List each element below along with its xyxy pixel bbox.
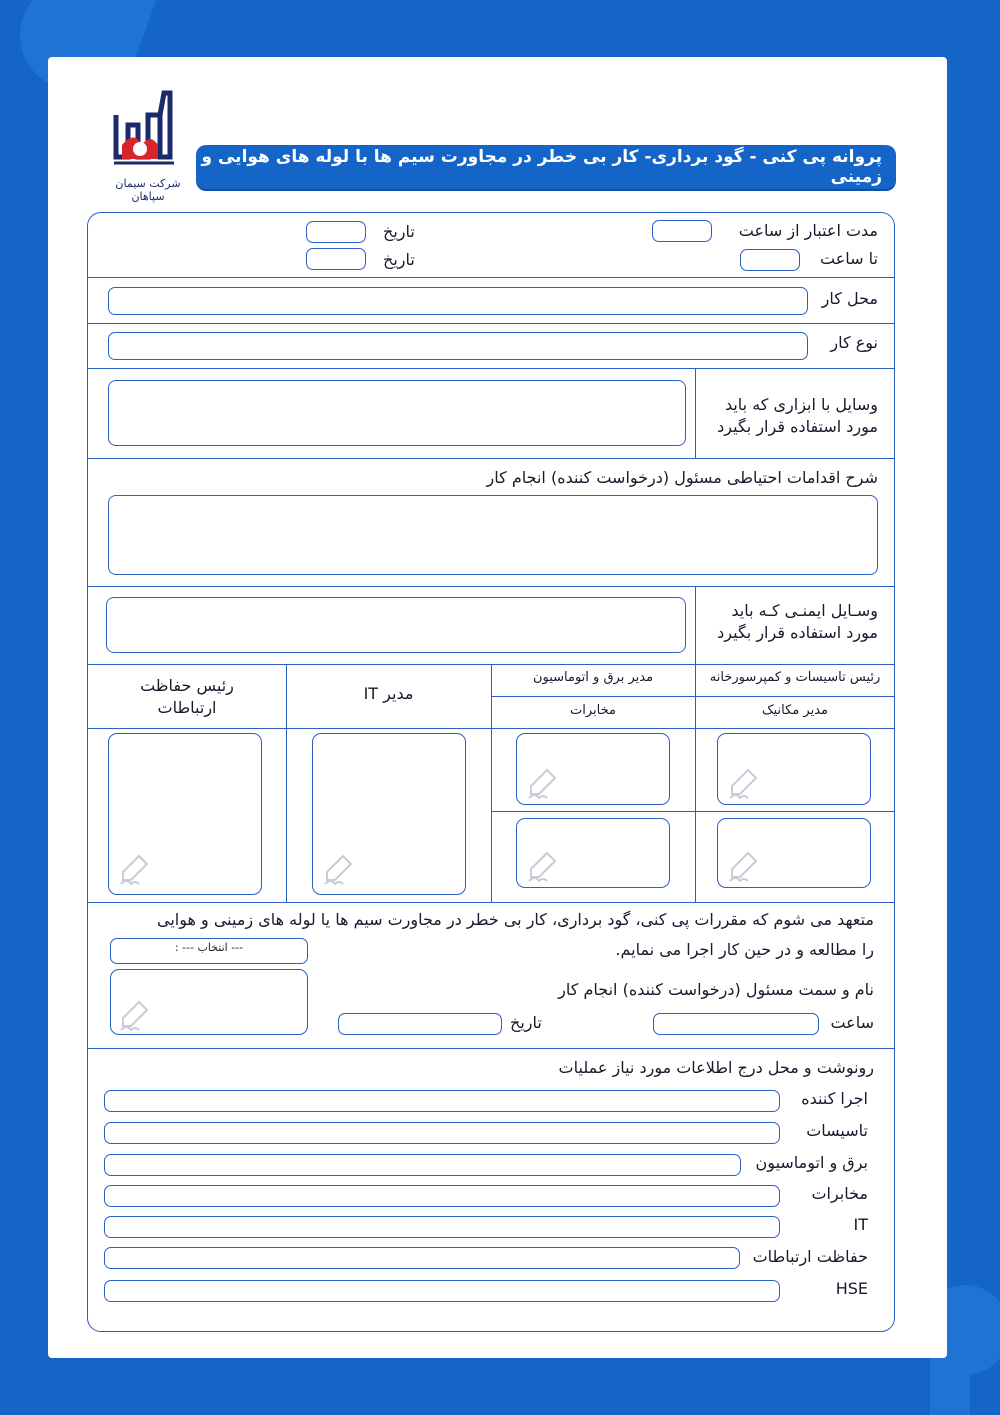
signatory-col2-title: مدیر برق و اتوماسیون (532, 670, 654, 685)
signature-pen-icon (117, 850, 155, 886)
responsible-signature-box[interactable] (110, 969, 308, 1035)
validity-to-time-field[interactable] (740, 249, 800, 271)
commitment-time-label: ساعت (830, 1013, 874, 1032)
responsible-name-label: نام و سمت مسئول (درخواست کننده) انجام کار (558, 980, 874, 999)
validity-to-label: تا ساعت (820, 249, 878, 268)
company-logo (108, 85, 188, 203)
tools-label-line1: وسایل با ابزاری که باید (724, 395, 878, 414)
commitment-date-label: تاریخ (510, 1013, 542, 1032)
signatory-col4-title-line1: رئیس حفاظت (140, 676, 234, 695)
signature-box-communications[interactable] (108, 733, 262, 895)
copy-label-hse: HSE (835, 1279, 868, 1298)
signature-pen-icon (525, 764, 563, 800)
precautions-label: شرح اقدامات احتیاطی مسئول (درخواست کننده) انجام کار (486, 468, 878, 487)
work-location-field[interactable] (108, 287, 808, 315)
signatory-col3-title: مدیر IT (363, 684, 414, 703)
signature-pen-icon (321, 850, 359, 886)
validity-date-label-2: تاریخ (383, 250, 415, 269)
copy-field-it[interactable] (104, 1216, 780, 1238)
safety-field[interactable] (106, 597, 686, 653)
signatory-col1-title: رئیس تاسیسات و کمپرسورخانه (709, 670, 881, 685)
divider (88, 1048, 894, 1049)
safety-label-line2: مورد استفاده قرار بگیرد (717, 623, 878, 642)
divider (88, 323, 894, 324)
validity-date-label-1: تاریخ (383, 222, 415, 241)
copy-label-telecom: مخابرات (811, 1184, 868, 1203)
validity-from-label: مدت اعتبار از ساعت (738, 221, 878, 240)
signature-box-electrical-bottom[interactable] (516, 818, 670, 888)
validity-to-date-field[interactable] (306, 248, 366, 270)
commitment-line2: را مطالعه و در حین کار اجرا می نمایم. (615, 940, 874, 959)
divider (491, 696, 894, 697)
copy-field-facilities[interactable] (104, 1122, 780, 1144)
signatory-col1-subtitle: مدیر مکانیک (762, 703, 828, 718)
commitment-time-field[interactable] (653, 1013, 819, 1035)
copy-field-telecom[interactable] (104, 1185, 780, 1207)
select-value: --- انتخاب --- : (174, 941, 244, 954)
copy-field-comm-security[interactable] (104, 1247, 740, 1269)
signature-box-mechanic-bottom[interactable] (717, 818, 871, 888)
commitment-line1: متعهد می شوم که مقررات پی کنی، گود برداری، کار بی خطر در مجاورت سیم ها یا لوله های زمینی و هوایی (156, 910, 874, 929)
signatory-col4-title-line2: ارتباطات (157, 698, 217, 717)
factory-logo-icon (108, 85, 188, 175)
tools-field[interactable] (108, 380, 686, 446)
form-title: پروانه پی کنی - گود برداری- کار بی خطر در مجاورت سیم ها با لوله های هوایی و زمینی (196, 145, 896, 189)
tools-label-line2: مورد استفاده قرار بگیرد (717, 417, 878, 436)
divider (695, 368, 696, 458)
precautions-field[interactable] (108, 495, 878, 575)
signature-box-it[interactable] (312, 733, 466, 895)
copy-label-electrical: برق و اتوماسیون (755, 1153, 868, 1172)
validity-from-date-field[interactable] (306, 221, 366, 243)
validity-from-time-field[interactable] (652, 220, 712, 242)
divider (88, 728, 894, 729)
copy-label-facilities: تاسیسات (806, 1121, 868, 1140)
copy-label-executor: اجرا کننده (801, 1089, 868, 1108)
signature-pen-icon (726, 847, 764, 883)
divider (695, 664, 696, 902)
copy-field-executor[interactable] (104, 1090, 780, 1112)
copy-label-it: IT (853, 1215, 868, 1234)
divider (88, 277, 894, 278)
copy-field-electrical[interactable] (104, 1154, 741, 1176)
divider (88, 586, 894, 587)
signature-box-electrical-top[interactable] (516, 733, 670, 805)
copies-heading: رونوشت و محل درج اطلاعات مورد نیاز عملیات (558, 1058, 874, 1077)
work-location-label: محل کار (821, 289, 878, 308)
copy-label-comm-security: حفاظت ارتباطات (752, 1247, 868, 1266)
work-type-label: نوع کار (830, 333, 878, 352)
form-frame (87, 212, 895, 1332)
logo-caption: شرکت سیمان سپاهان (115, 177, 181, 203)
safety-label-line1: وسـایل ایمنـی کـه باید (731, 601, 878, 620)
signature-pen-icon (726, 764, 764, 800)
commitment-date-field[interactable] (338, 1013, 502, 1035)
responsible-select[interactable] (110, 938, 308, 964)
divider (491, 811, 894, 812)
signature-pen-icon (117, 996, 155, 1032)
signature-box-mechanic-top[interactable] (717, 733, 871, 805)
divider (88, 902, 894, 903)
signatory-col2-subtitle: مخابرات (570, 703, 616, 718)
divider (491, 664, 492, 902)
divider (88, 368, 894, 369)
divider (695, 586, 696, 664)
signature-pen-icon (525, 847, 563, 883)
work-type-field[interactable] (108, 332, 808, 360)
form-page (48, 57, 947, 1358)
divider (88, 458, 894, 459)
copy-field-hse[interactable] (104, 1280, 780, 1302)
